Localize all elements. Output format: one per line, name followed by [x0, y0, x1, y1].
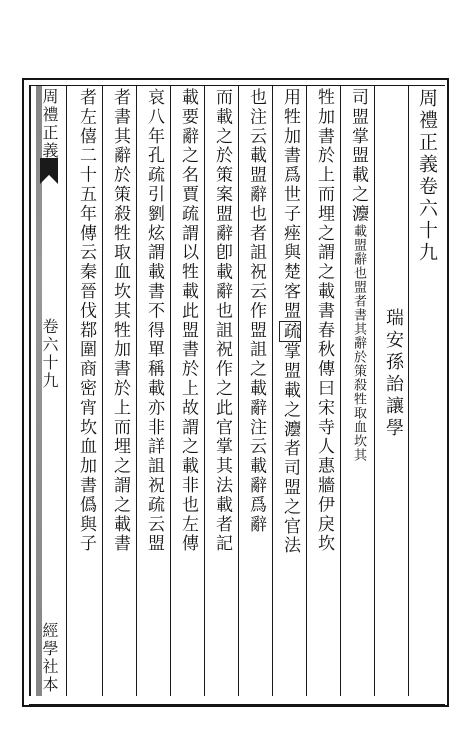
column-text-segment: 掌盟載之灋者司盟之官法 [280, 342, 300, 556]
column-rule [306, 86, 307, 696]
column-text-segment: 瑞安孫詒讓學 [383, 308, 404, 440]
column-text-segment: 司盟掌盟載之灋 [348, 88, 368, 224]
text-column-11 [73, 88, 99, 694]
column-text-segment: 而載之於策案盟辭卽載辭也詛祝作之此官掌其法載者記 [212, 88, 232, 554]
margin-title: 周禮正義 [40, 88, 59, 160]
column-rule [238, 86, 239, 696]
text-column-9 [141, 88, 167, 694]
text-column-3 [345, 88, 371, 694]
column-text-segment: 用牲加書爲世子痤與楚客盟 [280, 88, 300, 321]
text-column-6 [243, 88, 269, 694]
column-text-segment: 載盟辭也盟者書其辭於策殺牲取血坎其 [351, 223, 366, 462]
book-page [22, 78, 447, 705]
margin-rule [29, 86, 31, 696]
column-rule [272, 86, 273, 696]
column-text-segment: 者書其辭於策殺牲取血坎其牲加書於上而埋之謂之載書 [110, 88, 130, 554]
margin-publisher: 經學社本 [40, 622, 59, 694]
column-rule [136, 86, 137, 696]
column-text-segment: 牲加書於上而埋之謂之載書春秋傳曰宋寺人惠牆伊戾坎 [314, 88, 334, 554]
column-rule [102, 86, 103, 696]
column-text-segment: 注云載盟辭也者詛祝云作盟詛之載辭注云載辭爲辭 [246, 107, 266, 535]
block-margin [36, 88, 62, 694]
column-rule [66, 86, 67, 696]
column-text-segment: 周禮正義卷六十九 [416, 88, 438, 264]
text-column-7 [209, 88, 235, 694]
column-text-segment: 者左僖二十五年傳云秦晉伐鄀圍商密宵坎血加書僞與子 [76, 88, 96, 554]
column-text-segment: 疏 [280, 321, 300, 342]
column-rule [170, 86, 171, 696]
text-column-4 [311, 88, 337, 694]
text-column-1 [414, 88, 440, 694]
column-rule [408, 86, 409, 696]
column-text-segment: 載要辭之名賈疏謂以牲載此盟書於上故謂之載非也左傳 [178, 88, 198, 554]
author-line [380, 308, 406, 568]
column-rule [204, 86, 205, 696]
text-column-10 [107, 88, 133, 694]
column-rule [374, 86, 375, 696]
margin-volume: 卷六十九 [40, 318, 59, 390]
column-rule [340, 86, 341, 696]
column-text-segment: 也 [246, 88, 266, 108]
text-column-8 [175, 88, 201, 694]
column-text-segment: 哀八年孔疏引劉炫謂載書不得單稱載亦非詳詛祝疏云盟 [144, 88, 164, 554]
text-column-5 [277, 88, 303, 694]
